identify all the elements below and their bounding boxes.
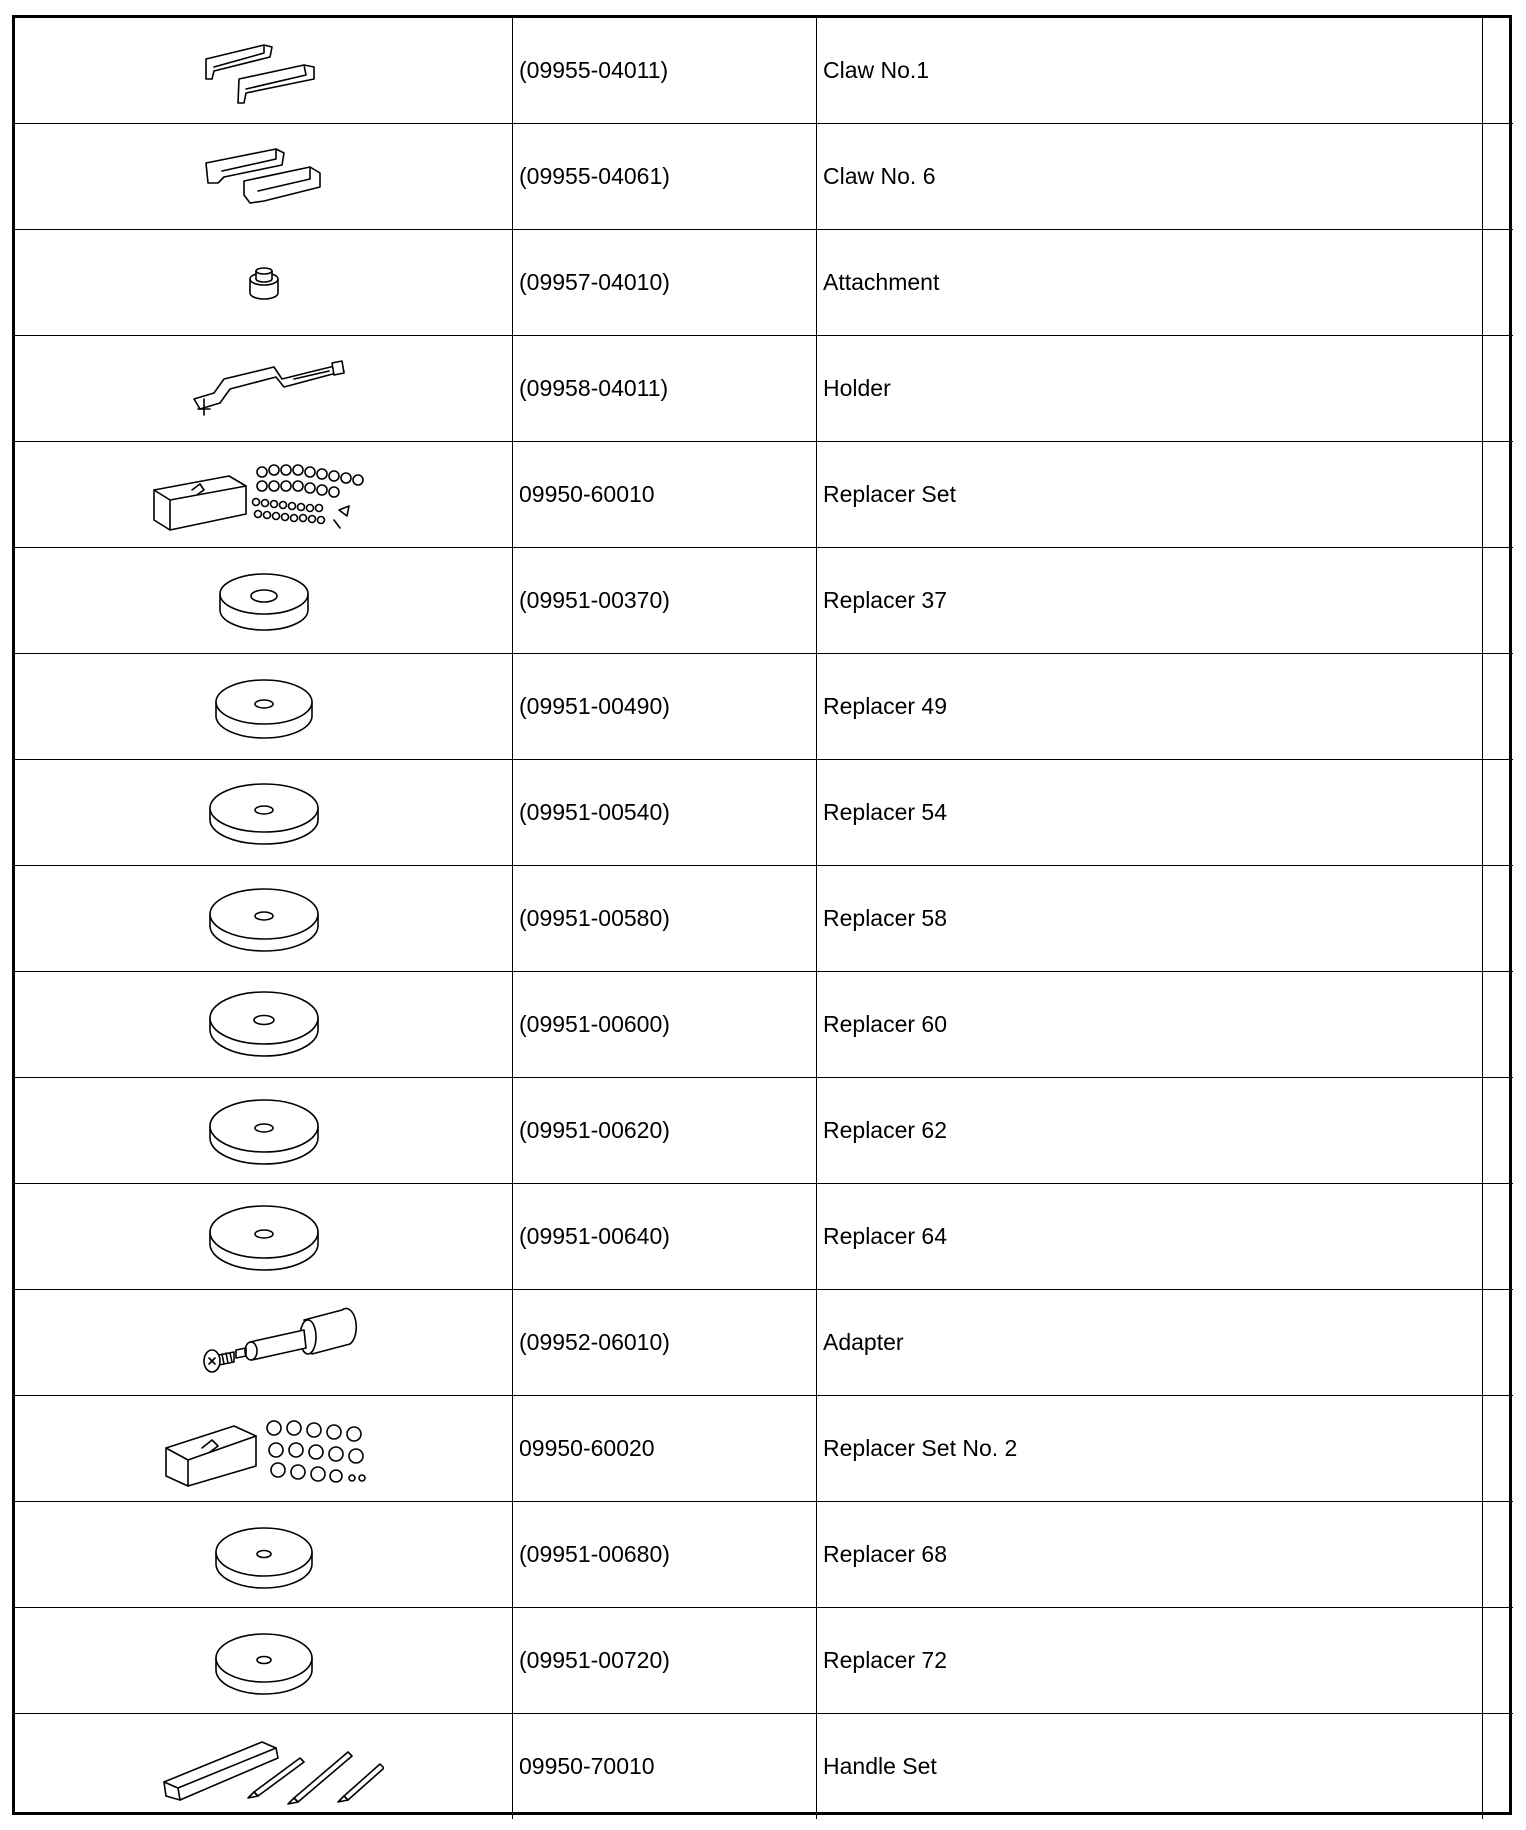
tool-name: Replacer 68 [817, 1502, 1483, 1608]
illustration-cell [15, 972, 513, 1078]
tool-name: Holder [817, 336, 1483, 442]
part-number: (09958-04011) [513, 336, 817, 442]
illustration-cell [15, 1502, 513, 1608]
table-row [15, 230, 1513, 336]
tool-name: Replacer 58 [817, 866, 1483, 972]
illustration-cell [15, 230, 513, 336]
empty-cell [1483, 654, 1514, 760]
part-number: (09951-00540) [513, 760, 817, 866]
tool-name: Claw No.1 [817, 18, 1483, 124]
illustration-cell [15, 18, 513, 124]
claw-no1-icon [184, 31, 344, 111]
tool-name: Replacer 49 [817, 654, 1483, 760]
empty-cell [1483, 124, 1514, 230]
replacer-disc-icon [184, 1086, 344, 1176]
illustration-cell [15, 1396, 513, 1502]
part-number: 09950-60020 [513, 1396, 817, 1502]
part-number: (09951-00490) [513, 654, 817, 760]
part-number: (09951-00680) [513, 1502, 817, 1608]
part-number: (09952-06010) [513, 1290, 817, 1396]
empty-cell [1483, 18, 1514, 124]
tool-name: Replacer 60 [817, 972, 1483, 1078]
illustration-cell [15, 866, 513, 972]
illustration-cell [15, 124, 513, 230]
illustration-cell [15, 760, 513, 866]
table-row [15, 1078, 1513, 1184]
table-row [15, 1396, 1513, 1502]
empty-cell [1483, 1184, 1514, 1290]
part-number: (09951-00600) [513, 972, 817, 1078]
illustration-cell [15, 1608, 513, 1714]
empty-cell [1483, 442, 1514, 548]
empty-cell [1483, 760, 1514, 866]
part-number: (09951-00580) [513, 866, 817, 972]
tool-name: Replacer 62 [817, 1078, 1483, 1184]
claw-no6-icon [184, 137, 344, 217]
part-number: (09951-00720) [513, 1608, 817, 1714]
replacer-set-icon [134, 450, 394, 540]
illustration-cell [15, 548, 513, 654]
empty-cell [1483, 1502, 1514, 1608]
part-number: (09951-00370) [513, 548, 817, 654]
replacer-disc-icon [184, 556, 344, 646]
replacer-disc-icon [184, 874, 344, 964]
tool-name: Attachment [817, 230, 1483, 336]
replacer-disc-icon [184, 768, 344, 858]
tool-name: Replacer 72 [817, 1608, 1483, 1714]
table-row [15, 866, 1513, 972]
illustration-cell [15, 1184, 513, 1290]
illustration-cell [15, 1714, 513, 1820]
adapter-icon [154, 1298, 374, 1388]
tool-name: Claw No. 6 [817, 124, 1483, 230]
illustration-cell [15, 654, 513, 760]
part-number: (09955-04061) [513, 124, 817, 230]
tool-name: Replacer 54 [817, 760, 1483, 866]
attachment-icon [184, 253, 344, 313]
tool-name: Replacer 64 [817, 1184, 1483, 1290]
table-row [15, 1608, 1513, 1714]
tool-table [15, 18, 1513, 1819]
empty-cell [1483, 1290, 1514, 1396]
handle-set-icon [144, 1722, 384, 1812]
table-row [15, 1714, 1513, 1820]
replacer-disc-icon [184, 662, 344, 752]
tool-list-sheet [12, 15, 1512, 1815]
illustration-cell [15, 442, 513, 548]
illustration-cell [15, 1290, 513, 1396]
part-number: (09951-00640) [513, 1184, 817, 1290]
table-row [15, 1290, 1513, 1396]
table-row [15, 760, 1513, 866]
replacer-disc-icon [184, 980, 344, 1070]
replacer-disc-icon [184, 1510, 344, 1600]
replacer-set-no2-icon [144, 1404, 384, 1494]
tool-name: Replacer Set No. 2 [817, 1396, 1483, 1502]
tool-name: Replacer Set [817, 442, 1483, 548]
empty-cell [1483, 1078, 1514, 1184]
empty-cell [1483, 336, 1514, 442]
replacer-disc-icon [184, 1192, 344, 1282]
empty-cell [1483, 1608, 1514, 1714]
table-row [15, 442, 1513, 548]
part-number: (09951-00620) [513, 1078, 817, 1184]
table-row [15, 548, 1513, 654]
empty-cell [1483, 866, 1514, 972]
table-row [15, 1502, 1513, 1608]
illustration-cell [15, 1078, 513, 1184]
empty-cell [1483, 1714, 1514, 1820]
replacer-disc-icon [184, 1616, 344, 1706]
part-number: (09957-04010) [513, 230, 817, 336]
table-row [15, 18, 1513, 124]
holder-icon [164, 349, 364, 429]
tool-name: Replacer 37 [817, 548, 1483, 654]
empty-cell [1483, 972, 1514, 1078]
part-number: 09950-60010 [513, 442, 817, 548]
table-row [15, 654, 1513, 760]
table-row [15, 124, 1513, 230]
part-number: (09955-04011) [513, 18, 817, 124]
table-row [15, 336, 1513, 442]
empty-cell [1483, 548, 1514, 654]
empty-cell [1483, 230, 1514, 336]
tool-name: Adapter [817, 1290, 1483, 1396]
table-row [15, 1184, 1513, 1290]
table-row [15, 972, 1513, 1078]
tool-name: Handle Set [817, 1714, 1483, 1820]
part-number: 09950-70010 [513, 1714, 817, 1820]
illustration-cell [15, 336, 513, 442]
empty-cell [1483, 1396, 1514, 1502]
